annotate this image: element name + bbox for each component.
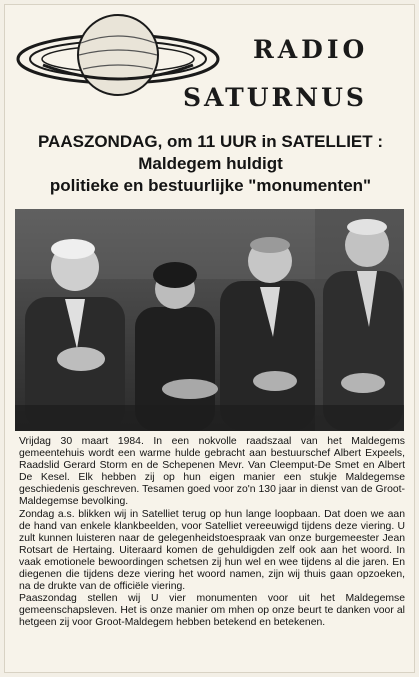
masthead: [5, 5, 416, 117]
brand-title-radio: RADIO: [253, 35, 369, 64]
article-paragraph-1: Vrijdag 30 maart 1984. In een nokvolle raadszaal van het Maldegems gemeentehuis wordt een warme hulde gebracht aan bestuurschef Albert Expeels, Raadslid Gerard Storm en de Schepenen Mevr. Van Cleemput-De Smet en Albert De Kesel. Elk hebben zij op hun eigen manier een stukje Maldegemse geschiedenis geschreven. Tesamen goed voor zo'n 130 jaar in dienst van de Groot-Maldegemse bevolking.: [19, 436, 405, 508]
article-headline: [11, 131, 410, 197]
brand-title-saturnus: SATURNUS: [183, 83, 367, 112]
article-paragraph-2: Zondag a.s. blikken wij in Satelliet terug op hun lange loopbaan. Dat doen we aan de hand van enkele klankbeelden, voor Satelliet vereeuwigd tijdens deze viering. U zult kunnen luisteren naar de gelegenheidstoespraak van onze burgemeester Jean Rotsart de Hertaing. Uiteraard komen de gehuldigden zelf ook aan het woord. In vaak emotionele bewoordingen schetsen zij hun wel en wee tijdens al die jaren. En diegenen die tijdens deze viering het woord namen, zijn wij thuis gaan opzoeken, na de drukte van de officiële viering.: [19, 508, 405, 593]
group-photo-four-people: [15, 209, 404, 431]
headline-line-2: Maldegem huldigt: [138, 154, 283, 173]
article-body: [19, 436, 405, 630]
group-photo: [15, 209, 404, 431]
article-paragraph-3: Paaszondag stellen wij U vier monumenten voor uit het Maldegemse gemeenschapsleven. Het is onze manier om mhen op onze beurt te danken voor al hetgeen zij voor Groot-Maldegem hebben betekend en betekenen.: [19, 593, 405, 629]
headline-line-1: PAASZONDAG, om 11 UUR in SATELLIET :: [37, 132, 384, 151]
headline-line-3: politieke en bestuurlijke "monumenten": [49, 176, 372, 195]
newspaper-clipping: [4, 4, 415, 673]
